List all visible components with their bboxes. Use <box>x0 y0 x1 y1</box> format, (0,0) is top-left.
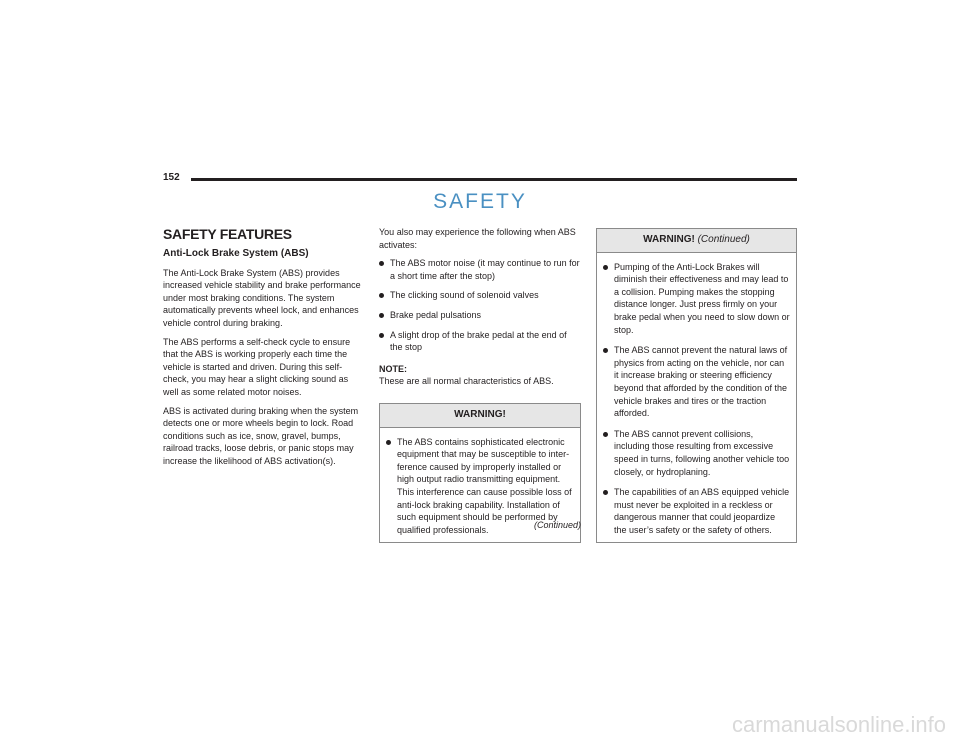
bullet-icon <box>379 261 384 266</box>
header-rule <box>191 178 797 181</box>
subsection-heading: Anti-Lock Brake System (ABS) <box>163 248 309 259</box>
list-item-text: Brake pedal pulsations <box>390 309 482 320</box>
bullet-icon <box>603 348 608 353</box>
bullet-icon <box>386 440 391 445</box>
intro-paragraph: You also may experience the following when ABS activates: <box>379 227 576 250</box>
warning-item <box>603 261 790 337</box>
warning-item-text: The capabilities of an ABS equipped vehicle must never be exploited in a reckless or dangerous manner that could jeopardize the user’s safety or the safety of others. <box>614 487 790 535</box>
list-item-text: The ABS motor noise (it may continue to run for a short time after the stop) <box>390 258 580 281</box>
warning-item <box>603 428 790 478</box>
warning-title: WARNING! <box>380 404 580 428</box>
warning-title-text: WARNING! <box>643 234 695 245</box>
section-heading: SAFETY FEATURES <box>163 226 292 242</box>
paragraph: The ABS performs a self-check cycle to ensure that the ABS is working properly each time the vehicle is started and driven. During this self-check, you may hear a slight clicking sound as well as some related motor noises. <box>163 336 351 397</box>
paragraph: The Anti-Lock Brake System (ABS) provides increased vehicle stability and brake performance under most braking conditions. The system automatically prevents wheel lock, and enhances vehicle control during braking. <box>163 267 361 328</box>
bullet-icon <box>603 490 608 495</box>
warning-item <box>603 486 790 536</box>
bullet-icon <box>379 313 384 318</box>
warning-item-text: Pumping of the Anti-Lock Brakes will diminish their effectiveness and may lead to a collision. Pumping makes the stopping distance longer. Just press firmly on your brake pedal when you need to slow down or stop. <box>614 261 790 335</box>
warning-item-text: The ABS contains sophisticated electronic equipment that may be susceptible to inter-ference caused by improperly installed or high output radio transmitting equipment. This interference can cause possible loss of anti-lock braking capability. Installation of such equipment should be performed by qualified professionals. <box>397 436 572 535</box>
list-item <box>379 329 581 354</box>
list-item <box>379 289 581 302</box>
list-item-text: A slight drop of the brake pedal at the end of the stop <box>390 329 567 353</box>
warning-box-continued <box>596 228 797 543</box>
warning-item-text: The ABS cannot prevent the natural laws of physics from acting on the vehicle, nor can it increase braking or steering efficiency beyond that afforded by the condition of the vehicle brakes and tires or the traction afforded. <box>614 345 788 419</box>
note-text: These are all normal characteristics of ABS. <box>379 376 554 387</box>
bullet-icon <box>379 293 384 298</box>
bullet-icon <box>603 265 608 270</box>
column-2 <box>379 226 581 543</box>
warning-item <box>603 344 790 420</box>
list-item-text: The clicking sound of solenoid valves <box>390 290 539 301</box>
page-number: 152 <box>163 172 180 183</box>
column-1 <box>163 226 363 474</box>
abs-effects-list <box>379 257 581 354</box>
section-title: SAFETY <box>433 190 527 213</box>
column-3 <box>596 228 797 543</box>
continued-label: (Continued) <box>533 520 581 530</box>
note-label: NOTE: <box>379 363 407 374</box>
paragraph: ABS is activated during braking when the system detects one or more wheels begin to lock. Road conditions such as ice, snow, gravel, bumps, railroad tracks, loose debris, or panic stops may increase the likelihood of ABS activation(s). <box>163 405 359 466</box>
bullet-icon <box>603 432 608 437</box>
watermark: carmanualsonline.info <box>731 712 946 737</box>
bullet-icon <box>379 333 384 338</box>
list-item <box>379 309 581 322</box>
note <box>379 363 581 388</box>
warning-title <box>597 229 796 253</box>
list-item <box>379 257 581 282</box>
warning-title-suffix: (Continued) <box>697 234 750 245</box>
warning-item-text: The ABS cannot prevent collisions, including those resulting from excessive speed in turns, following another vehicle too closely, or hydroplaning. <box>614 428 790 477</box>
